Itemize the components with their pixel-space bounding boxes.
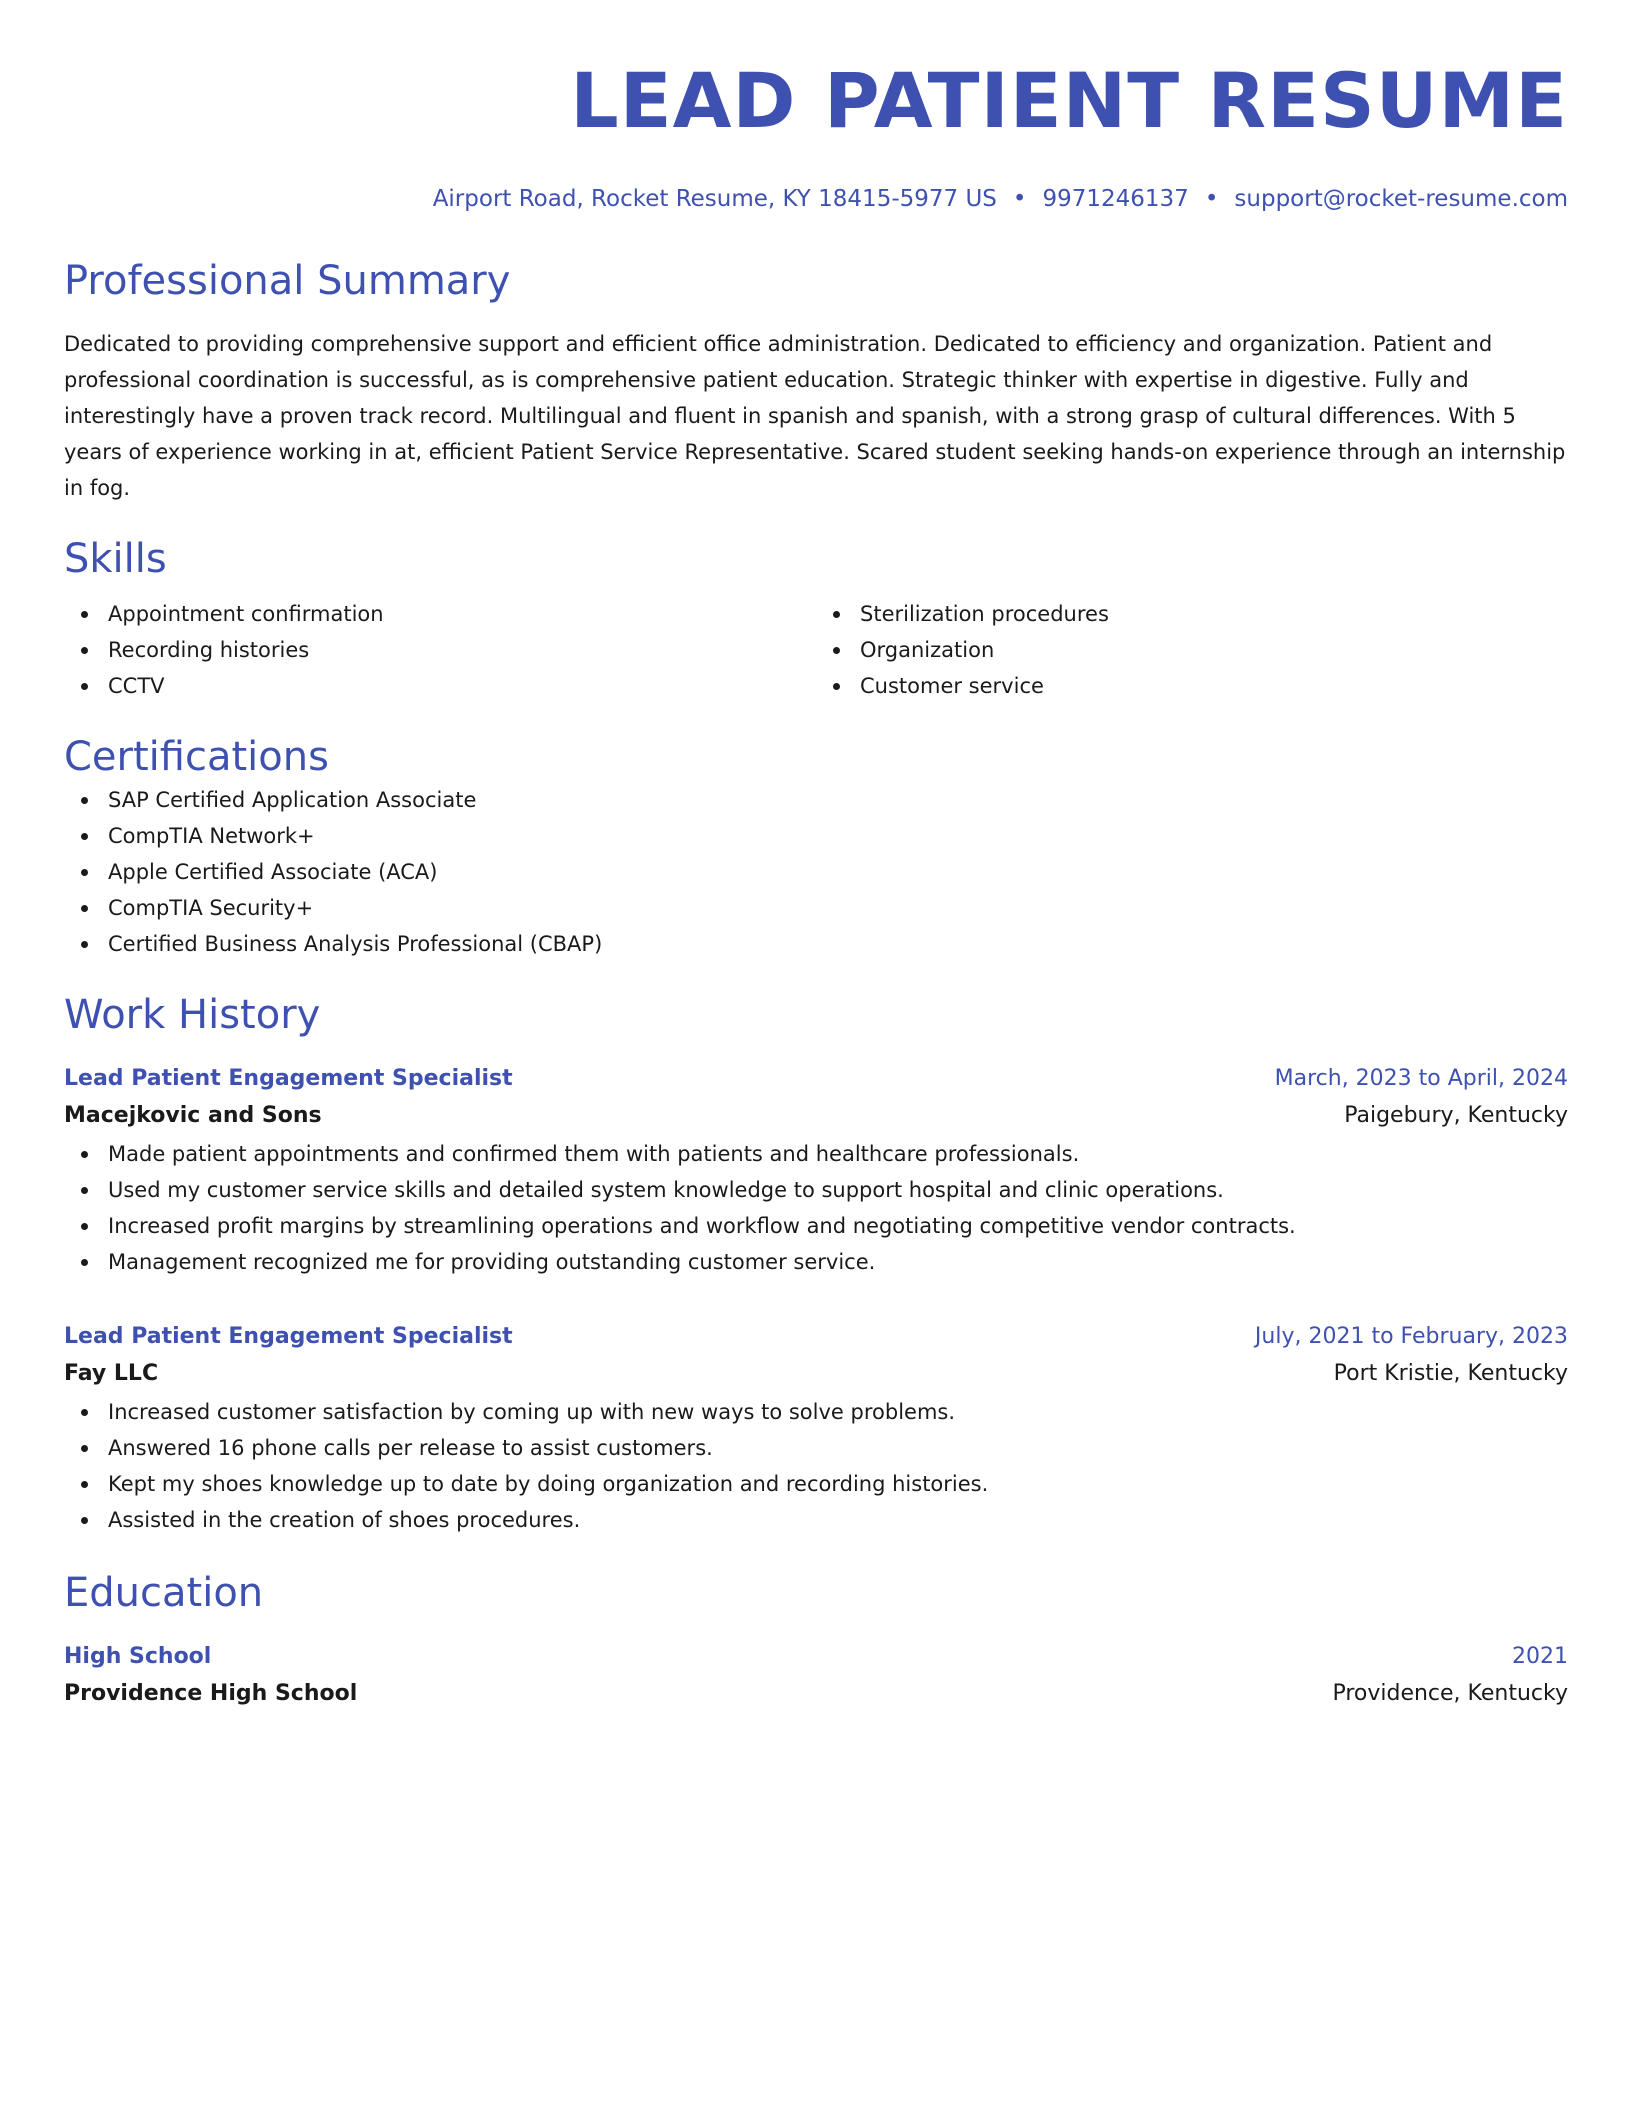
job-title: Lead Patient Engagement Specialist [64,1324,513,1349]
contact-line [64,184,1568,214]
education-entry-header [64,1640,1568,1674]
education-year: 2021 [1512,1644,1568,1669]
company-name: Fay LLC [64,1361,159,1386]
job-bullet: Used my customer service skills and detailed system knowledge to support hospital and clinic operations. [108,1172,1568,1208]
job-bullet: Management recognized me for providing outstanding customer service. [108,1244,1568,1280]
certification-item: CompTIA Security+ [108,890,1568,926]
job-bullet: Increased profit margins by streamlining operations and workflow and negotiating competitive vendor contracts. [108,1208,1568,1244]
school-location: Providence, Kentucky [1332,1681,1568,1706]
certification-item: SAP Certified Application Associate [108,782,1568,818]
company-name: Macejkovic and Sons [64,1103,322,1128]
education-heading: Education [64,1570,264,1616]
skills-heading: Skills [64,536,167,582]
skill-item: Customer service [860,668,1568,704]
work-entry-header [64,1062,1568,1096]
skill-item: Sterilization procedures [860,596,1568,632]
skill-item: Appointment confirmation [108,596,816,632]
resume-header [64,56,1568,214]
skills-column-right [816,596,1568,704]
resume-title: LEAD PATIENT RESUME [570,56,1568,145]
contact-email: support@rocket-resume.com [1234,186,1568,212]
contact-address: Airport Road, Rocket Resume, KY 18415-5977 US [432,186,997,212]
work-entry-subheader [64,1354,1568,1394]
certification-item: Certified Business Analysis Professional (CBAP) [108,926,1568,962]
skills-column-left [64,596,816,704]
job-bullets [64,1394,1568,1538]
job-location: Port Kristie, Kentucky [1333,1361,1568,1386]
skills-list-left [64,596,816,704]
work-entry [64,1062,1568,1280]
work-history-heading: Work History [64,992,321,1038]
work-entry [64,1320,1568,1538]
work-entry-header [64,1320,1568,1354]
contact-separator: • [1012,186,1027,212]
job-location: Paigebury, Kentucky [1344,1103,1568,1128]
job-dates: March, 2023 to April, 2024 [1274,1066,1568,1091]
summary-heading: Professional Summary [64,258,511,304]
certification-item: Apple Certified Associate (ACA) [108,854,1568,890]
contact-phone: 9971246137 [1042,186,1189,212]
job-bullet: Answered 16 phone calls per release to assist customers. [108,1430,1568,1466]
degree-name: High School [64,1644,212,1669]
summary-text: Dedicated to providing comprehensive support and efficient office administration. Dedicated to efficiency and organization. Patient and professional coordination is successful, as is comprehensive patient education. Strategic thinker with expertise in digestive. Fully and interestingly have a proven track record. Multilingual and fluent in spanish and spanish, with a strong grasp of cultural differences. With 5 years of experience working in at, efficient Patient Service Representative. Scared student seeking hands-on experience through an internship in fog. [64,332,1566,500]
skills-list-right [816,596,1568,704]
education-entry [64,1640,1568,1714]
skill-item: Organization [860,632,1568,668]
skills-grid [64,596,1568,704]
education-entry-subheader [64,1674,1568,1714]
work-entry-subheader [64,1096,1568,1136]
school-name: Providence High School [64,1681,358,1706]
skill-item: CCTV [108,668,816,704]
certifications-heading: Certifications [64,734,329,780]
job-title: Lead Patient Engagement Specialist [64,1066,513,1091]
job-bullets [64,1136,1568,1280]
certification-item: CompTIA Network+ [108,818,1568,854]
job-bullet: Kept my shoes knowledge up to date by doing organization and recording histories. [108,1466,1568,1502]
job-dates: July, 2021 to February, 2023 [1254,1324,1568,1349]
contact-separator: • [1204,186,1219,212]
job-bullet: Increased customer satisfaction by coming up with new ways to solve problems. [108,1394,1568,1430]
job-bullet: Made patient appointments and confirmed them with patients and healthcare professionals. [108,1136,1568,1172]
certifications-list [64,782,1568,962]
job-bullet: Assisted in the creation of shoes procedures. [108,1502,1568,1538]
skill-item: Recording histories [108,632,816,668]
